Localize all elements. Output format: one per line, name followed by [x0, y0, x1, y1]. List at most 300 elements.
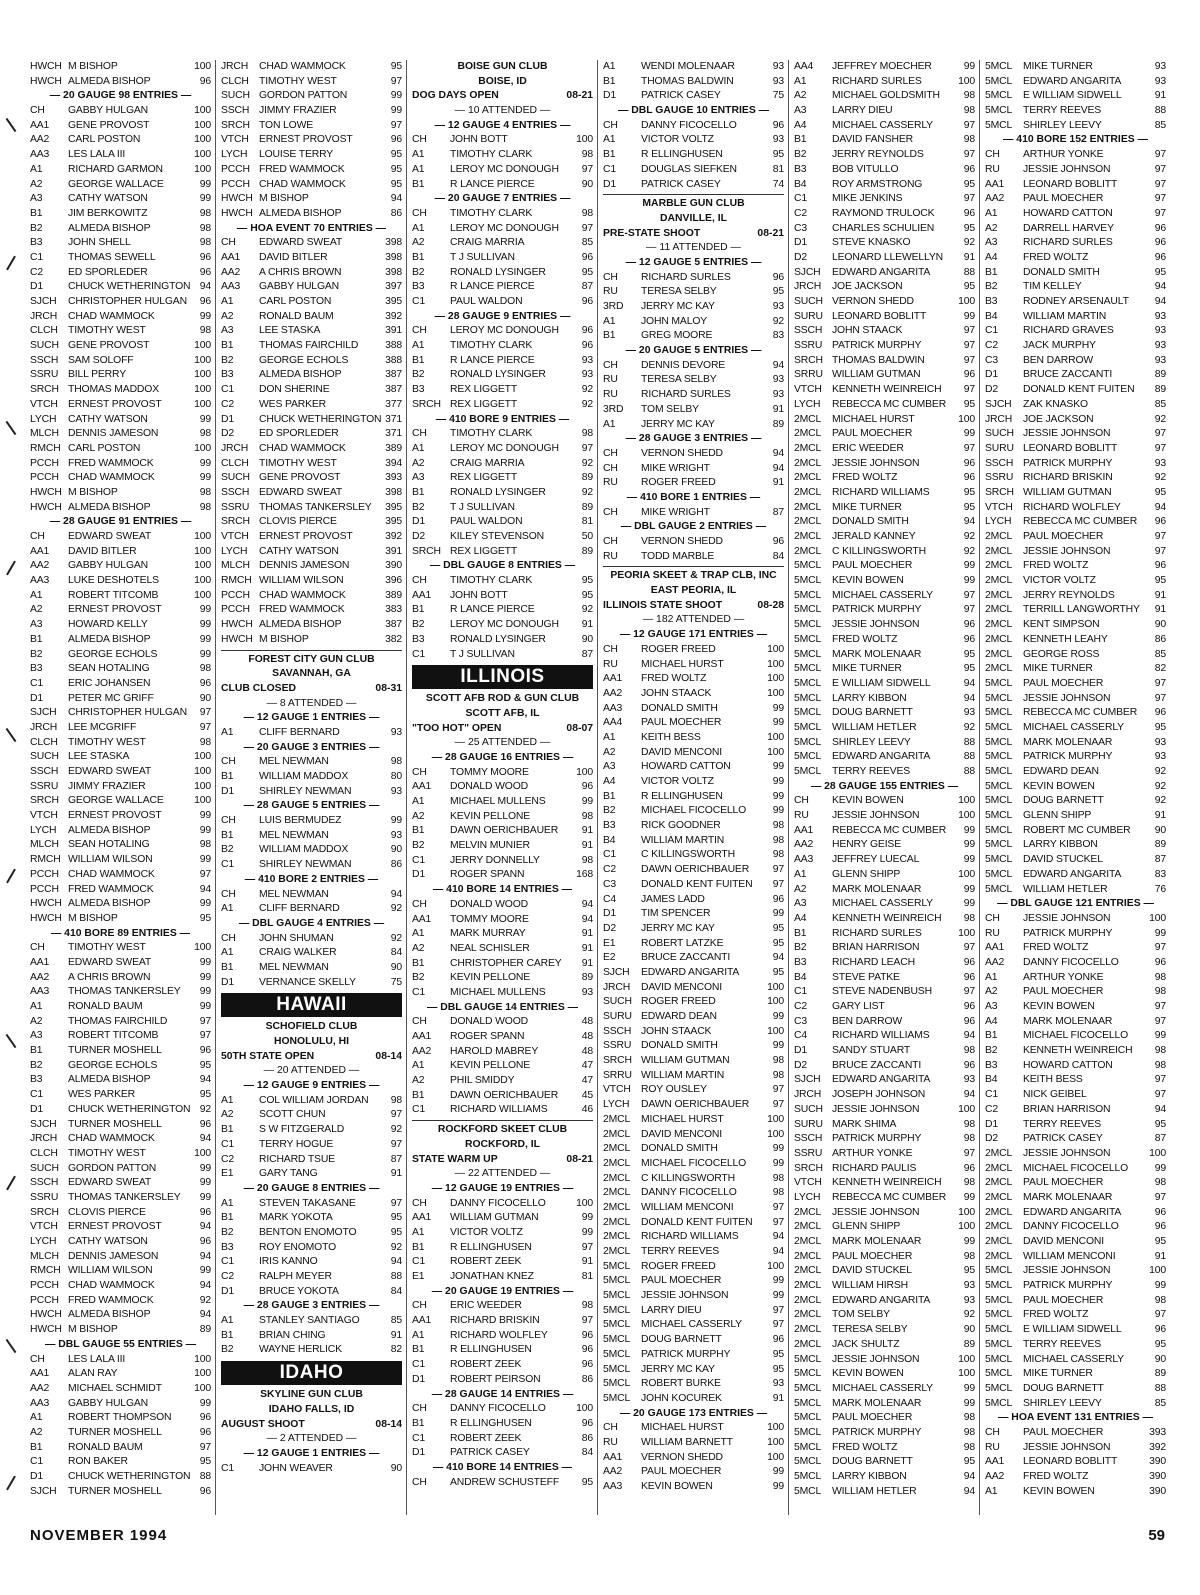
- shooter-name: LEONARD BOBLITT: [1023, 178, 1118, 190]
- shooter-name: ROBERT LATZKE: [641, 937, 724, 949]
- score: 99: [772, 1143, 784, 1155]
- class-code: AA2: [412, 1045, 432, 1057]
- shooter-name: ERNEST PROVOST: [68, 810, 162, 822]
- class-code: B2: [985, 1045, 998, 1057]
- class-code: JRCH: [30, 1133, 58, 1145]
- score: 96: [581, 251, 593, 263]
- class-code: AA3: [30, 149, 50, 161]
- class-code: B1: [603, 790, 616, 802]
- result-row: [412, 515, 593, 530]
- shooter-name: MICHAEL FICOCELLO: [641, 1157, 747, 1169]
- shooter-name: ED SPORLEDER: [68, 266, 148, 278]
- class-code: 2MCL: [794, 1294, 822, 1306]
- class-code: HWCH: [30, 1324, 62, 1336]
- class-code: PCCH: [30, 868, 59, 880]
- class-code: D2: [985, 384, 998, 396]
- shooter-name: JOSEPH JOHNSON: [832, 1089, 926, 1101]
- result-row: [412, 324, 593, 339]
- result-row: [985, 574, 1166, 589]
- class-code: LYCH: [221, 545, 248, 557]
- class-code: SUCH: [30, 1162, 59, 1174]
- class-code: B1: [30, 1045, 43, 1057]
- shooter-name: EDWARD SWEAT: [68, 766, 152, 777]
- result-row: [794, 515, 975, 530]
- shooter-name: PATRICK CASEY: [641, 178, 721, 190]
- class-code: A2: [412, 237, 425, 249]
- result-row: [30, 794, 211, 809]
- result-row: [794, 1367, 975, 1382]
- score: 94: [772, 359, 784, 371]
- result-row: [221, 633, 402, 648]
- result-row: [221, 354, 402, 369]
- result-row: [30, 501, 211, 516]
- shooter-name: CATHY WATSON: [68, 1236, 148, 1247]
- shooter-name: PAUL MOECHER: [1023, 531, 1104, 542]
- class-code: A4: [794, 912, 807, 924]
- shooter-name: TERRY REEVES: [1023, 1118, 1102, 1130]
- club-header: BOISE, ID: [478, 75, 527, 87]
- shooter-name: WES PARKER: [259, 398, 327, 410]
- score: 371: [385, 428, 402, 440]
- event-header: — DBL GAUGE 121 ENTRIES —: [997, 898, 1154, 910]
- score: 93: [581, 986, 593, 998]
- result-row: [30, 251, 211, 266]
- shooter-name: JOHN SHUMAN: [259, 932, 334, 944]
- class-code: D1: [412, 1447, 425, 1459]
- score: 99: [199, 457, 211, 469]
- score: 100: [194, 780, 211, 792]
- result-row: [30, 574, 211, 589]
- shooter-name: MIKE JENKINS: [832, 193, 903, 205]
- score: 87: [1154, 854, 1166, 866]
- shooter-name: KEVIN BOWEN: [832, 1368, 904, 1380]
- score: 84: [581, 1447, 593, 1459]
- score: 99: [390, 105, 402, 117]
- shooter-name: DONALD KENT FUITEN: [641, 878, 753, 890]
- score: 90: [581, 178, 593, 190]
- score: 97: [963, 325, 975, 337]
- score: 100: [958, 868, 975, 880]
- shooter-name: SCOTT CHUN: [259, 1109, 326, 1121]
- score: 93: [390, 785, 402, 797]
- class-code: 2MCL: [794, 1250, 822, 1262]
- result-row: [794, 1029, 975, 1044]
- result-row: [221, 1108, 402, 1123]
- shooter-name: MICHAEL GOLDSMITH: [832, 90, 940, 102]
- class-code: B3: [794, 163, 807, 175]
- event-header: — 12 GAUGE 1 ENTRIES —: [243, 712, 380, 724]
- result-row: [603, 775, 784, 790]
- shooter-name: TIMOTHY WEST: [259, 75, 337, 87]
- shooter-name: ROBERT THOMPSON: [68, 1412, 172, 1424]
- score: 90: [1154, 1353, 1166, 1365]
- result-row: [603, 1054, 784, 1069]
- result-row: [603, 329, 784, 344]
- result-row: [221, 932, 402, 947]
- score: 99: [1154, 927, 1166, 939]
- shooter-name: BOB VITULLO: [832, 163, 899, 175]
- shooter-name: PAUL WALDON: [450, 516, 523, 528]
- class-code: RU: [603, 374, 618, 386]
- class-code: 5MCL: [794, 604, 822, 616]
- class-code: B3: [30, 237, 43, 249]
- class-code: C1: [412, 1432, 425, 1444]
- class-code: LYCH: [30, 1236, 57, 1247]
- class-code: A1: [603, 61, 616, 72]
- class-code: B1: [221, 1329, 234, 1341]
- shooter-name: PATRICK MURPHY: [1023, 927, 1113, 939]
- shooter-name: JOHN BOTT: [450, 134, 508, 146]
- class-code: C1: [30, 251, 43, 263]
- shooter-name: E WILLIAM SIDWELL: [1023, 1324, 1122, 1336]
- result-row: [985, 883, 1166, 898]
- class-code: C3: [985, 354, 998, 366]
- result-row: [603, 1245, 784, 1260]
- event-header: — DBL GAUGE 8 ENTRIES —: [429, 560, 576, 572]
- shooter-name: WILLIAM WILSON: [68, 1265, 153, 1277]
- shooter-name: MARK SHIMA: [832, 1118, 897, 1130]
- shooter-name: WILLIAM MARTIN: [641, 1069, 725, 1081]
- class-code: 5MCL: [794, 575, 822, 587]
- class-code: VTCH: [30, 810, 58, 822]
- score: 93: [772, 374, 784, 386]
- shooter-name: PAUL MOECHER: [1023, 986, 1104, 998]
- result-row: [412, 1417, 593, 1432]
- score: 97: [963, 1147, 975, 1159]
- class-code: RU: [603, 389, 618, 401]
- score: 98: [199, 486, 211, 498]
- class-code: B1: [412, 1344, 425, 1356]
- shooter-name: MARK MOLENAAR: [832, 883, 922, 895]
- shooter-name: RICHARD SURLES: [641, 271, 731, 283]
- result-row: [794, 941, 975, 956]
- result-row: [603, 119, 784, 134]
- class-code: PCCH: [221, 163, 250, 175]
- score: 99: [199, 648, 211, 660]
- result-row: [985, 383, 1166, 398]
- shooter-name: JOHN WEAVER: [259, 1462, 333, 1474]
- score: 100: [958, 75, 975, 87]
- class-code: PCCH: [221, 178, 250, 190]
- shooter-name: ROGER SPANN: [450, 869, 525, 881]
- score: 95: [1154, 721, 1166, 733]
- class-code: CLCH: [30, 736, 58, 748]
- result-row: [794, 1353, 975, 1368]
- shooter-name: JACK SHULTZ: [832, 1338, 900, 1350]
- score: 96: [772, 1334, 784, 1346]
- class-code: RU: [985, 927, 1000, 939]
- result-row: [603, 643, 784, 658]
- shooter-name: CHRISTOPHER HULGAN: [68, 707, 187, 719]
- score: 100: [958, 927, 975, 939]
- class-code: B1: [221, 771, 234, 782]
- score: 93: [772, 61, 784, 72]
- class-code: A2: [412, 457, 425, 469]
- shooter-name: BRUCE ZACCANTI: [641, 952, 731, 964]
- shooter-name: DENNIS JAMESON: [68, 428, 159, 440]
- class-code: AA3: [30, 1397, 50, 1409]
- result-row: [985, 1118, 1166, 1133]
- shooter-name: REBECCA MC CUMBER: [832, 824, 947, 836]
- result-row: [221, 1343, 402, 1358]
- score: 90: [390, 1462, 402, 1474]
- class-code: RMCH: [30, 854, 61, 866]
- class-code: CH: [603, 447, 618, 459]
- shooter-name: FRED WAMMOCK: [259, 604, 345, 616]
- shooter-name: RICHARD PAULIS: [832, 1162, 917, 1174]
- shooter-name: CHAD WAMMOCK: [68, 1280, 155, 1292]
- score: 100: [767, 996, 784, 1008]
- class-code: SSCH: [794, 325, 823, 337]
- score: 95: [1154, 1338, 1166, 1350]
- score: 97: [1154, 1191, 1166, 1203]
- score: 99: [772, 805, 784, 817]
- score: 92: [581, 604, 593, 616]
- class-code: SRCH: [412, 398, 441, 410]
- score: 93: [772, 134, 784, 146]
- result-row: [603, 760, 784, 775]
- class-code: A2: [412, 942, 425, 954]
- shooter-name: CHUCK WETHERINGTON: [68, 281, 191, 293]
- class-code: AA3: [221, 281, 241, 293]
- event-header: — 410 BORE 14 ENTRIES —: [432, 884, 573, 896]
- result-row: [794, 1073, 975, 1088]
- shooter-name: REBECCA MC CUMBER: [1023, 707, 1138, 719]
- shooter-name: STEVEN TAKASANE: [259, 1197, 356, 1209]
- score: 87: [772, 506, 784, 518]
- score: 398: [385, 251, 402, 263]
- class-code: PCCH: [30, 457, 59, 469]
- result-row: [603, 966, 784, 981]
- class-code: PCCH: [30, 1280, 59, 1292]
- shooter-name: TERESA SELBY: [832, 1324, 908, 1336]
- class-code: 2MCL: [985, 1236, 1013, 1247]
- shooter-name: ERNEST PROVOST: [259, 134, 353, 146]
- result-row: [30, 780, 211, 795]
- result-row: [412, 1103, 593, 1118]
- shooter-name: FRED WOLTZ: [832, 633, 898, 645]
- score: 90: [1154, 619, 1166, 631]
- score: 97: [1154, 1309, 1166, 1321]
- score: 98: [390, 756, 402, 768]
- shooter-name: TIM KELLEY: [1023, 281, 1082, 293]
- class-code: B2: [221, 1344, 234, 1356]
- score: 94: [199, 1280, 211, 1292]
- section-divider: [603, 194, 784, 195]
- result-row: [794, 809, 975, 824]
- shooter-name: LEROY MC DONOUGH: [450, 163, 559, 175]
- result-row: [603, 1274, 784, 1289]
- shooter-name: THOMAS TANKERSLEY: [68, 1191, 181, 1203]
- result-row: [603, 1172, 784, 1187]
- shooter-name: MIKE TURNER: [832, 501, 902, 513]
- score: 98: [581, 810, 593, 822]
- shooter-name: BEN DARROW: [832, 1015, 903, 1027]
- shooter-name: JESSIE JOHNSON: [1023, 428, 1111, 440]
- shooter-name: MICHAEL SCHMIDT: [68, 1382, 162, 1394]
- score: 98: [963, 134, 975, 146]
- score: 99: [772, 790, 784, 802]
- result-row: [794, 1162, 975, 1177]
- class-code: A1: [221, 903, 234, 915]
- result-row: [985, 1470, 1166, 1485]
- score: 99: [199, 619, 211, 631]
- shooter-name: DAWN OERICHBAUER: [450, 1089, 559, 1101]
- result-row: [30, 1000, 211, 1015]
- result-row: [603, 271, 784, 286]
- score: 89: [581, 972, 593, 984]
- shooter-name: EDWARD ANGARITA: [1023, 868, 1122, 880]
- result-row: [221, 60, 402, 75]
- result-row: [603, 178, 784, 193]
- score: 88: [963, 751, 975, 763]
- class-code: SUCH: [30, 751, 59, 763]
- result-row: [412, 971, 593, 986]
- result-row: [30, 1426, 211, 1441]
- score: 48: [581, 1016, 593, 1028]
- shooter-name: WILLIAM HETLER: [832, 1485, 917, 1497]
- class-code: 2MCL: [985, 619, 1013, 631]
- result-row: [30, 442, 211, 457]
- result-row: [603, 878, 784, 893]
- result-row: [794, 589, 975, 604]
- class-code: B2: [30, 222, 43, 234]
- shooter-name: WILLIAM MARTIN: [1023, 310, 1107, 322]
- shooter-name: TOMMY MOORE: [450, 766, 529, 778]
- attendance: — 20 ATTENDED —: [263, 1065, 360, 1077]
- score: 98: [963, 105, 975, 117]
- result-row: [412, 898, 593, 913]
- result-row: [30, 736, 211, 751]
- shooter-name: THOMAS BALDWIN: [641, 75, 734, 87]
- shooter-name: GEORGE ECHOLS: [68, 1059, 158, 1071]
- result-row: [221, 976, 402, 991]
- result-row: [985, 1059, 1166, 1074]
- shooter-name: DAVID MENCONI: [641, 1128, 722, 1140]
- result-row: [985, 368, 1166, 383]
- shooter-name: JERRY MC KAY: [641, 418, 715, 430]
- score: 88: [390, 1271, 402, 1282]
- class-code: 5MCL: [794, 1412, 822, 1424]
- result-row: [985, 927, 1166, 942]
- class-code: B2: [412, 619, 425, 631]
- score: 97: [772, 864, 784, 876]
- result-row: [30, 589, 211, 604]
- score: 92: [1154, 413, 1166, 425]
- score: 99: [199, 986, 211, 998]
- result-row: [412, 1476, 593, 1491]
- result-row: [985, 1382, 1166, 1397]
- result-row: [412, 1074, 593, 1089]
- score: 99: [963, 428, 975, 440]
- class-code: CLCH: [30, 325, 58, 337]
- class-code: C1: [221, 1138, 234, 1150]
- shooter-name: TIMOTHY WEST: [68, 736, 146, 748]
- score: 100: [1149, 1265, 1166, 1277]
- class-code: 2MCL: [603, 1157, 631, 1169]
- class-code: D1: [794, 1045, 807, 1057]
- result-row: [412, 398, 593, 413]
- result-row: [412, 1045, 593, 1060]
- score: 96: [963, 163, 975, 175]
- score: 97: [963, 384, 975, 396]
- score: 100: [194, 134, 211, 146]
- score: 99: [772, 702, 784, 714]
- shooter-name: MARK MOLENAAR: [1023, 736, 1113, 748]
- score: 94: [963, 1030, 975, 1042]
- score: 98: [199, 501, 211, 513]
- class-code: A2: [221, 310, 234, 322]
- score: 96: [1154, 1206, 1166, 1218]
- class-code: CH: [603, 462, 618, 474]
- shooter-name: ALMEDA BISHOP: [68, 633, 151, 645]
- attendance: — 22 ATTENDED —: [454, 1168, 551, 1180]
- class-code: RU: [603, 286, 618, 298]
- class-code: A1: [30, 163, 43, 175]
- score: 393: [1149, 1426, 1166, 1438]
- result-row: [794, 897, 975, 912]
- shooter-name: WILLIAM MENCONI: [641, 1201, 734, 1213]
- class-code: 5MCL: [794, 1471, 822, 1482]
- event-header: — 410 BORE 14 ENTRIES —: [432, 1461, 573, 1473]
- result-row: [603, 1465, 784, 1480]
- shooter-name: CARL POSTON: [68, 442, 141, 454]
- shooter-name: RALPH MEYER: [259, 1271, 332, 1282]
- shooter-name: RICHARD WILLIAMS: [832, 486, 930, 498]
- class-code: SURU: [985, 442, 1014, 454]
- shooter-name: ERNEST PROVOST: [68, 398, 162, 410]
- score: 97: [1154, 442, 1166, 454]
- result-row: [985, 794, 1166, 809]
- shooter-name: BRIAN HARRISON: [832, 942, 920, 954]
- class-code: AA4: [794, 61, 814, 72]
- class-code: A1: [221, 726, 234, 738]
- shooter-name: PAUL MOECHER: [1023, 1426, 1104, 1438]
- class-code: 5MCL: [794, 633, 822, 645]
- class-code: 5MCL: [794, 663, 822, 675]
- score: 100: [194, 354, 211, 366]
- result-row: [794, 178, 975, 193]
- score: 88: [199, 1471, 211, 1482]
- shooter-name: LEONARD BOBLITT: [832, 310, 927, 322]
- class-code: D1: [30, 281, 43, 293]
- class-code: 5MCL: [985, 751, 1013, 763]
- class-code: C1: [412, 1359, 425, 1371]
- score: 88: [1154, 1382, 1166, 1394]
- shooter-name: RICHARD TSUE: [259, 1153, 335, 1165]
- shooter-name: GEORGE WALLACE: [68, 795, 164, 807]
- result-row: [794, 383, 975, 398]
- shooter-name: PAUL WALDON: [450, 296, 523, 307]
- score: 96: [1154, 956, 1166, 968]
- score: 48: [581, 1031, 593, 1042]
- class-code: HWCH: [221, 207, 253, 219]
- shooter-name: JOHN STAACK: [832, 325, 903, 337]
- shooter-name: TIMOTHY CLARK: [450, 149, 533, 161]
- class-code: 2MCL: [603, 1128, 631, 1140]
- shooter-name: TODD MARBLE: [641, 550, 715, 562]
- result-row: [412, 236, 593, 251]
- score: 100: [194, 1382, 211, 1394]
- shooter-name: DANNY FICOCELLO: [641, 1187, 737, 1199]
- class-code: RU: [985, 1441, 1000, 1453]
- shooter-name: KEVIN PELLONE: [450, 1060, 531, 1072]
- class-code: E1: [221, 1168, 234, 1180]
- score: 95: [772, 149, 784, 161]
- shooter-name: TERRILL LANGWORTHY: [1023, 604, 1140, 616]
- score: 98: [581, 207, 593, 219]
- shooter-name: JOE JACKSON: [832, 281, 903, 293]
